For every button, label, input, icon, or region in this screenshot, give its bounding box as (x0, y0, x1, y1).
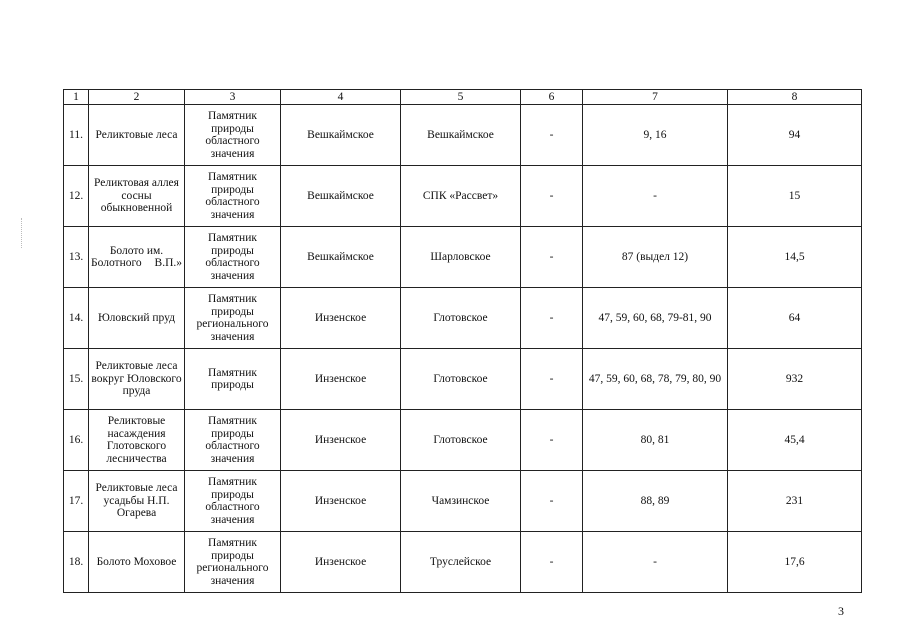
column-number: 2 (89, 90, 185, 105)
district-cell: Вешкаймское (281, 105, 401, 166)
district-cell: Вешкаймское (281, 227, 401, 288)
area-cell: 231 (728, 471, 862, 532)
quarters-cell: 9, 16 (583, 105, 728, 166)
quarters-cell: - (583, 532, 728, 593)
monument-status: Памятник природы областного значения (185, 410, 281, 471)
forestry-cell: Вешкаймское (401, 105, 521, 166)
scan-margin-marks (21, 218, 28, 248)
monument-name: Болото им. Болотного В.П.» (89, 227, 185, 288)
col6-cell: - (521, 410, 583, 471)
row-number: 12. (64, 166, 89, 227)
quarters-cell: 80, 81 (583, 410, 728, 471)
forestry-cell: Глотовское (401, 349, 521, 410)
forestry-cell: Чамзинское (401, 471, 521, 532)
table-row (64, 227, 862, 288)
table-row (64, 349, 862, 410)
quarters-cell: 87 (выдел 12) (583, 227, 728, 288)
area-cell: 932 (728, 349, 862, 410)
forestry-cell: Глотовское (401, 410, 521, 471)
area-cell: 94 (728, 105, 862, 166)
col6-cell: - (521, 105, 583, 166)
monument-name: Реликтовые леса вокруг Юловского пруда (89, 349, 185, 410)
col6-cell: - (521, 288, 583, 349)
column-number-row (64, 90, 862, 105)
col6-cell: - (521, 227, 583, 288)
monument-status: Памятник природы областного значения (185, 471, 281, 532)
district-cell: Инзенское (281, 471, 401, 532)
quarters-cell: 47, 59, 60, 68, 78, 79, 80, 90 (583, 349, 728, 410)
quarters-cell: - (583, 166, 728, 227)
quarters-cell: 88, 89 (583, 471, 728, 532)
column-number: 4 (281, 90, 401, 105)
row-number: 14. (64, 288, 89, 349)
monument-status: Памятник природы регионального значения (185, 532, 281, 593)
area-cell: 45,4 (728, 410, 862, 471)
col6-cell: - (521, 532, 583, 593)
area-cell: 14,5 (728, 227, 862, 288)
column-number: 6 (521, 90, 583, 105)
area-cell: 15 (728, 166, 862, 227)
monument-status: Памятник природы областного значения (185, 227, 281, 288)
forestry-cell: Глотовское (401, 288, 521, 349)
monument-status: Памятник природы областного значения (185, 166, 281, 227)
monument-name: Реликтовые леса (89, 105, 185, 166)
column-number: 7 (583, 90, 728, 105)
table-row (64, 471, 862, 532)
district-cell: Инзенское (281, 532, 401, 593)
row-number: 16. (64, 410, 89, 471)
monument-name: Реликтовые леса усадьбы Н.П. Огарева (89, 471, 185, 532)
page-number: 3 (838, 604, 844, 618)
area-cell: 64 (728, 288, 862, 349)
row-number: 17. (64, 471, 89, 532)
col6-cell: - (521, 349, 583, 410)
forestry-cell: Шарловское (401, 227, 521, 288)
monument-status: Памятник природы регионального значения (185, 288, 281, 349)
column-number: 1 (64, 90, 89, 105)
column-number: 8 (728, 90, 862, 105)
row-number: 15. (64, 349, 89, 410)
monument-name: Юловский пруд (89, 288, 185, 349)
forestry-cell: СПК «Рассвет» (401, 166, 521, 227)
column-number: 3 (185, 90, 281, 105)
monument-name: Реликтовая аллея сосны обыкновенной (89, 166, 185, 227)
monument-name: Реликтовые насаждения Глотовского лесничества (89, 410, 185, 471)
district-cell: Вешкаймское (281, 166, 401, 227)
table-row (64, 410, 862, 471)
table-row (64, 288, 862, 349)
monument-status: Памятник природы областного значения (185, 105, 281, 166)
forestry-cell: Труслейское (401, 532, 521, 593)
column-number: 5 (401, 90, 521, 105)
row-number: 11. (64, 105, 89, 166)
area-cell: 17,6 (728, 532, 862, 593)
col6-cell: - (521, 471, 583, 532)
monument-name: Болото Моховое (89, 532, 185, 593)
monument-status: Памятник природы (185, 349, 281, 410)
table-row (64, 166, 862, 227)
district-cell: Инзенское (281, 349, 401, 410)
table-row (64, 532, 862, 593)
quarters-cell: 47, 59, 60, 68, 79-81, 90 (583, 288, 728, 349)
nature-monuments-table (63, 89, 862, 593)
row-number: 18. (64, 532, 89, 593)
district-cell: Инзенское (281, 288, 401, 349)
table-row (64, 105, 862, 166)
district-cell: Инзенское (281, 410, 401, 471)
col6-cell: - (521, 166, 583, 227)
row-number: 13. (64, 227, 89, 288)
